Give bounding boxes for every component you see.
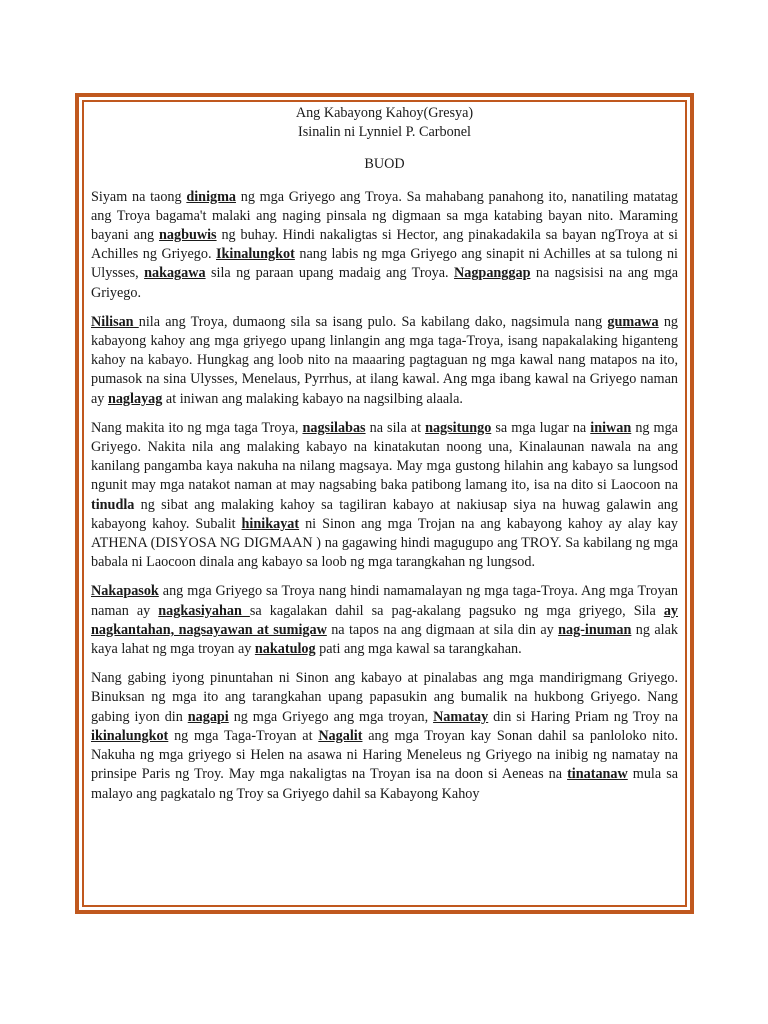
paragraph-2: Nilisan nila ang Troya, dumaong sila sa isang pulo. Sa kabilang dako, nagsimula nang gumawa ng kabayong kahoy ang mga griyego upang linlangin ang mga taga-Troya, isang napakalaking higanteng kahoy na kabayo. Hungkag ang loob nito na maaaring pagtaguan ng mga kawal nang matapos na ito, pumasok na sina Ulysses, Menelaus, Pyrrhus, at ilang kawal. Ang mga ibang kawal na Griyego naman ay naglayag at iniwan ang malaking kabayo na nagsilbing alaala. [91,313,679,407]
keyword: Nakapasok [91,583,159,600]
keyword: tinudla [91,496,135,513]
keyword: Namatay [433,708,489,725]
keyword: Nilisan [91,313,139,330]
keyword: Nagpanggap [454,265,531,282]
keyword: nagsilabas [302,419,366,436]
document-body [91,104,678,814]
keyword: naglayag [107,390,163,407]
translator-credit: Isinalin ni Lynniel P. Carbonel [298,124,471,141]
paragraph-1: Siyam na taong dinigma ng mga Griyego ang Troya. Sa mahabang panahong ito, nanatiling matatag ang Troya bagama't malaki ang naging pinsala ng digmaan sa mga katabing bayan nito. Maraming bayani ang nagbuwis ng buhay. Hindi nakaligtas si Hector, ang pinakadakila sa bayan ngTroya at si Achilles ng Griyego. Ikinalungkot nang labis ng mga Griyego ang sinapit ni Achilles at sa tulong ni Ulysses, nakagawa sila ng paraan upang madaig ang Troya. Nagpanggap na nagsisisi na ang mga Griyego. [91,188,678,301]
keyword: hinikayat [241,515,300,532]
paragraph-3: Nang makita ito ng mga taga Troya, nagsilabas na sila at nagsitungo sa mga lugar na iniwan ng mga Griyego. Nakita nila ang malaking kabayo na kinatakutan noong una, Kinalaunan nawala na ang kanilang pangamba kaya nakuha na nilang magsaya. May mga gustong hilahin ang kabayo sa lungsod ngunit may mga natakot naman at may nagsabing baka patibong lamang ito, isa na dito si Laocoon na tinudla ng sibat ang malaking kahoy sa tagiliran kabayo at nakiusap siya na huwag galawin ang kabayong kahoy. Subalit hinikayat ni Sinon ang mga Trojan na ang kabayong kahoy ay alay kay ATHENA (DISYOSA NG DIGMAAN ) na gagawing hindi magugupo ang TROY. Sa kabilang ng mga babala ni Laocoon dinala ang kabayo sa loob ng mga tarangkahan ng lungsod. [91,419,678,571]
paragraph-4: Nakapasok ang mga Griyego sa Troya nang hindi namamalayan ng mga taga-Troya. Ang mga Troyan naman ay nagkasiyahan sa kagalakan dahil sa pag-akalang pagsuko ng mga griyego, Sila ay nagkantahan, nagsayawan at sumigaw na tapos na ang digmaan at sila din ay nag-inuman ng alak kaya lahat ng mga troyan ay nakatulog pati ang mga kawal sa tarangkahan. [91,583,678,658]
keyword: ay nagkantahan, nagsayawan at sumigaw [91,602,678,638]
document-title: Ang Kabayong Kahoy(Gresya) [295,105,474,121]
keyword: dinigma [186,188,237,205]
paragraph-5: Nang gabing iyong pinuntahan ni Sinon ang kabayo at pinalabas ang mga mandirigmang Griyego. Binuksan ng mga ito ang tarangkahan upang papasukin ang bumalik na hukbong Griyego. Nang gabing iyon din nagapi ng mga Griyego ang mga troyan, Namatay din si Haring Priam ng Troy na ikinalungkot ng mga Taga-Troyan at Nagalit ang mga Troyan kay Sonan dahil sa panloloko nito. Nakuha ng mga griyego si Helen na asawa ni Haring Meneleus ng Griyego na inibig ng namatay na prinsipe Paris ng Troy. May mga nakaligtas na Troyan isa na doon si Aeneas na tinatanaw mula sa malayo ang pagkatalo ng Troy sa Griyego dahil sa Kabayong Kahoy [91,670,679,802]
keyword: nagbuwis [159,227,217,244]
keyword: nag-inuman [558,621,632,638]
keyword: nagsitungo [425,419,492,436]
keyword: iniwan [590,419,632,436]
keyword: nagkasiyahan [158,602,250,619]
section-heading: BUOD [364,156,405,173]
keyword: ikinalungkot [91,727,169,744]
keyword: Ikinalungkot [216,246,295,263]
keyword: nakagawa [144,265,206,282]
keyword: Nagalit [318,727,363,744]
keyword: nagapi [187,708,229,725]
keyword: nakatulog [254,641,316,658]
keyword: tinatanaw [567,766,628,783]
keyword: gumawa [607,313,659,330]
